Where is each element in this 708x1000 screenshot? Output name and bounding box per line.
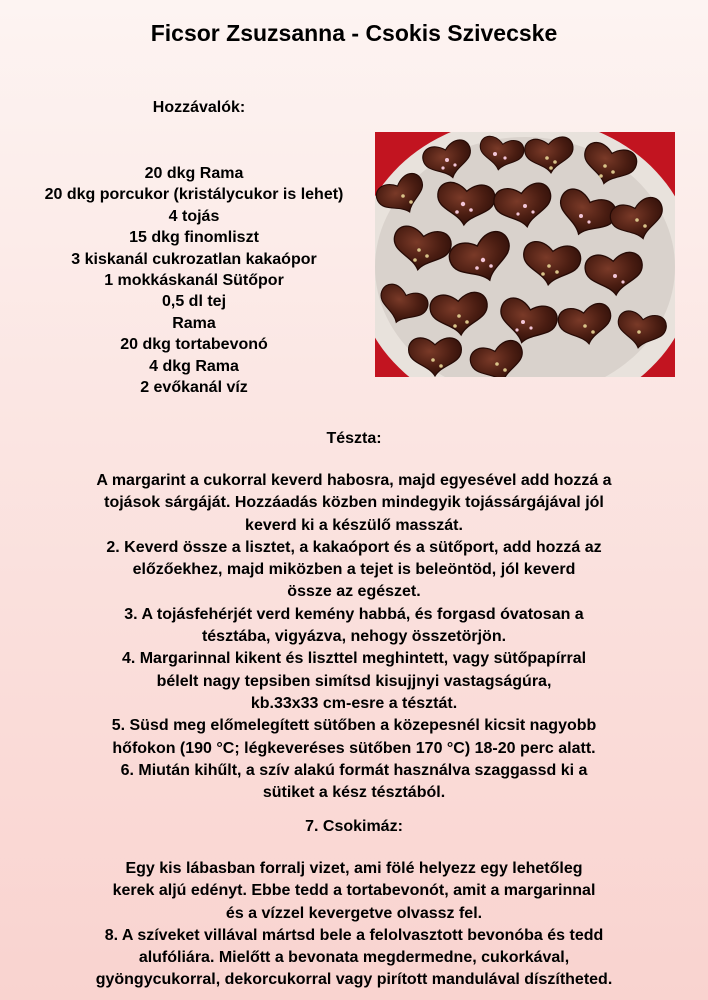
instruction-line: tojások sárgáját. Hozzáadás közben mindegyik tojássárgájával jól	[104, 494, 604, 512]
instruction-line: előzőekhez, majd miközben a tejet is beleöntöd, jól keverd	[132, 561, 576, 579]
ingredient-item: 0,5 dl tej	[161, 293, 227, 311]
instruction-line: kerek aljú edényt. Ebbe tedd a tortabevonót, amit a margarinnal	[112, 882, 596, 900]
instruction-line: Egy kis lábasban forralj vizet, ami fölé helyezz egy lehetőleg	[125, 860, 583, 877]
page-title: Ficsor Zsuzsanna - Csokis Szivecske	[150, 20, 558, 46]
instruction-line: bélelt nagy tepsiben simítsd kisujjnyi vastagságúra,	[156, 672, 552, 690]
ingredient-item: 3 kiskanál cukrozatlan kakaópor	[71, 250, 317, 268]
ingredients-list	[0, 163, 388, 398]
ingredient-item: 4 tojás	[168, 207, 220, 225]
ingredients-heading: Hozzávalók:	[152, 99, 246, 116]
instruction-line: 3. A tojásfehérjét verd kemény habbá, és forgasd óvatosan a	[124, 605, 584, 623]
ingredient-item: 2 evőkanál víz	[140, 379, 248, 397]
glaze-heading: 7. Csokimáz:	[305, 818, 403, 835]
ingredient-item: 20 dkg tortabevonó	[120, 336, 268, 354]
instruction-line: sütiket a kész tésztából.	[262, 784, 446, 802]
ingredient-item: 1 mokkáskanál Sütőpor	[104, 272, 284, 290]
ingredient-item: 15 dkg finomliszt	[129, 229, 259, 247]
ingredient-item: 4 dkg Rama	[149, 357, 239, 375]
dough-instructions	[0, 470, 708, 804]
instruction-line: 5. Süsd meg előmelegített sütőben a közepesnél kicsit nagyobb	[111, 717, 597, 735]
instruction-line: keverd ki a készülő masszát.	[245, 516, 463, 534]
instruction-line: hőfokon (190 °C; légkeveréses sütőben 170 °C) 18-20 perc alatt.	[112, 739, 596, 757]
instruction-line: 2. Keverd össze a lisztet, a kakaóport és a sütőport, add hozzá az	[106, 538, 602, 556]
instruction-line: tésztába, vigyázva, nehogy összetörjön.	[201, 628, 507, 646]
instruction-line: kb.33x33 cm-esre a tésztát.	[250, 694, 458, 712]
cookie-photo	[375, 132, 675, 377]
glaze-instructions	[0, 858, 708, 992]
dough-heading: Tészta:	[326, 430, 382, 447]
ingredient-item: Rama	[172, 314, 216, 332]
instruction-line: alufóliára. Mielőtt a bevonata megdermedne, cukorkával,	[138, 949, 570, 967]
instruction-line: és a vízzel kevergetve olvassz fel.	[225, 904, 483, 922]
instruction-line: 6. Miután kihűlt, a szív alakú formát használva szaggassd ki a	[120, 761, 588, 779]
instruction-line: gyöngycukorral, dekorcukorral vagy pirított mandulával díszítheted.	[95, 971, 613, 989]
instruction-line: 4. Margarinnal kikent és liszttel meghintett, vagy sütőpapírral	[121, 650, 587, 668]
instruction-line: össze az egészet.	[287, 583, 421, 601]
instruction-line: 8. A szíveket villával mártsd bele a felolvasztott bevonóba és tedd	[104, 926, 604, 944]
ingredient-item: 20 dkg porcukor (kristálycukor is lehet)	[44, 186, 344, 204]
ingredient-item: 20 dkg Rama	[144, 165, 244, 182]
instruction-line: A margarint a cukorral keverd habosra, majd egyesével add hozzá a	[96, 472, 612, 489]
